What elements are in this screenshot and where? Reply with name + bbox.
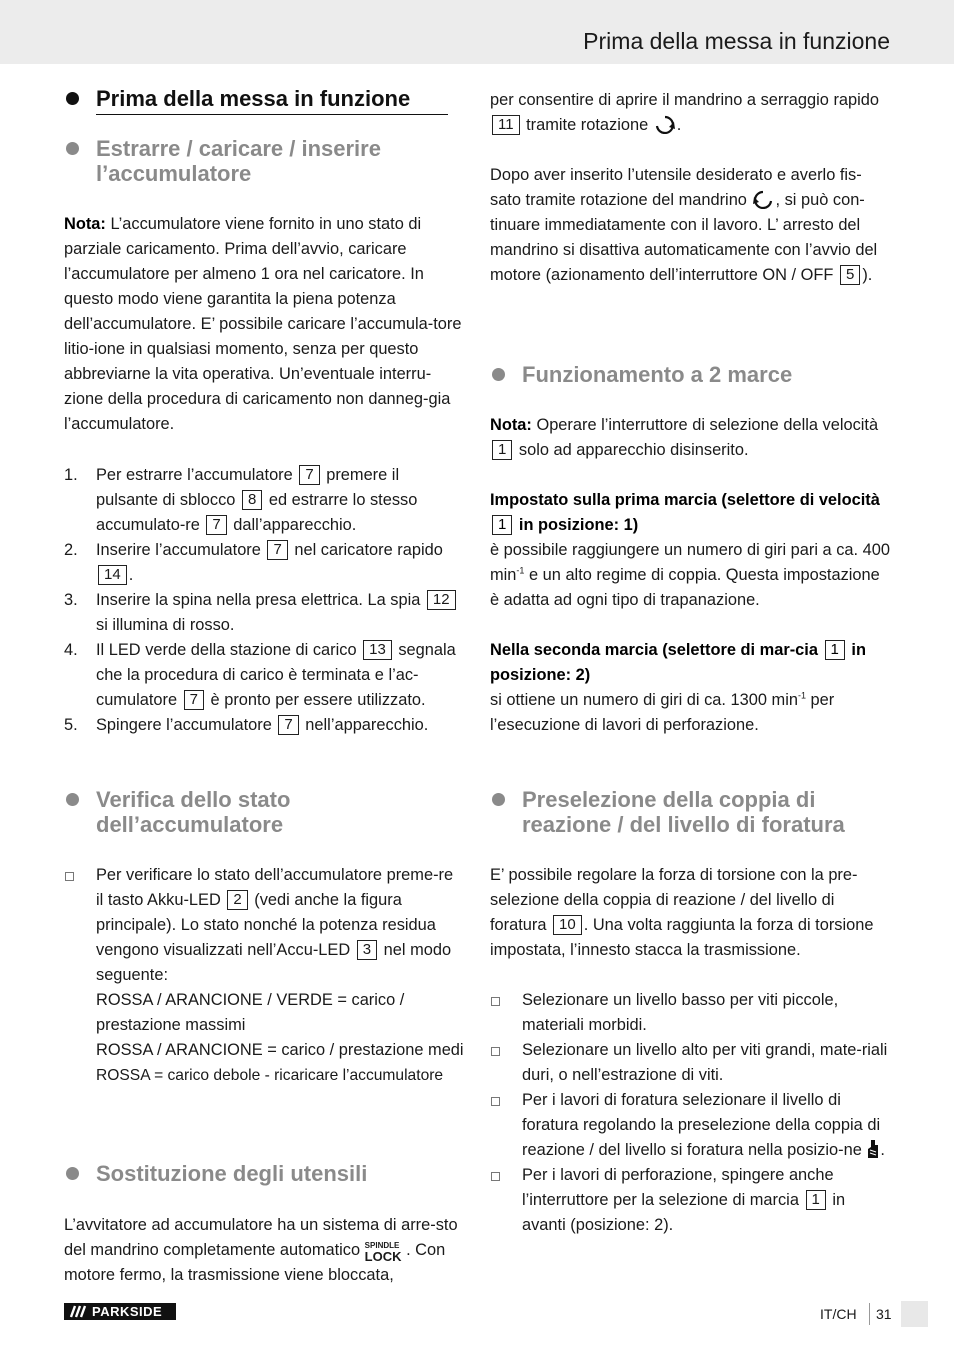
list-item: Per i lavori di foratura selezionare il livello di foratura regolando la preselezione della coppia di reazione / del livello si foratura nella posizio-ne . — [490, 1088, 890, 1163]
footer-tab-box — [901, 1301, 928, 1327]
logo-stripes-icon — [67, 1303, 89, 1320]
bullet-dot-icon — [492, 368, 505, 381]
bullet-dot-icon — [66, 142, 79, 155]
first-gear: Impostato sulla prima marcia (selettore di velocità 1 in posizione: 1) è possibile raggiungere un numero di giri pari a ca. 400 $\min^{-1} e$ un alto regime di coppia. Questa impostazione è adatta ad ogni tipo di trapanazione. — [490, 491, 890, 609]
ref-box: 10 — [553, 915, 582, 935]
ref-box: 7 — [206, 515, 226, 535]
bullet-dot-icon — [492, 793, 505, 806]
ref-box: 8 — [242, 490, 262, 510]
footer-divider — [869, 1303, 870, 1325]
list-item: 1. Per estrarre l’accumulatore 7 premere il pulsante di sblocco 8 ed estrarre lo stesso accumulato-re 7 dall’apparecchio. — [64, 466, 418, 534]
note-text: L’accumulatore viene fornito in uno stato di parziale caricamento. Prima dell’avvio, caricare l’accumulatore per almeno 1 ora nel caricatore. In questo modo viene garantita la piena potenza dell’accumulatore. E’ possibile caricare l’accumula-tore litio-ione in qualsiasi momento, senza per questo abbreviarne la vita operativa. Un’eventuale interru-zione della procedura di caricamento non danneg-gia l’accumulatore. — [64, 215, 462, 433]
heading-torque — [490, 787, 890, 837]
battery-steps — [64, 463, 464, 738]
list-item: 3. Inserire la spina nella presa elettrica. La spia 12 si illumina di rosso. — [64, 588, 464, 638]
check-list — [64, 863, 464, 1088]
heading-rule — [96, 114, 448, 115]
heading-battery-text: Estrarre / caricare / inserire l’accumulatore — [96, 136, 381, 186]
main-heading — [64, 86, 476, 111]
ref-box: 12 — [427, 590, 456, 610]
ref-box: 11 — [492, 115, 520, 135]
bullet-dot-icon — [66, 92, 79, 105]
heading-check-text: Verifica dello stato dell’accumulatore — [96, 787, 291, 837]
drill-position-icon — [866, 1139, 880, 1159]
led-state-medium: ROSSA / ARANCIONE = carico / prestazione medi — [96, 1041, 464, 1059]
square-bullet-icon — [491, 1172, 500, 1181]
note-label: Nota: — [64, 215, 106, 233]
square-bullet-icon — [491, 1097, 500, 1106]
ref-box: 1 — [492, 515, 512, 535]
ref-box: 13 — [363, 640, 392, 660]
second-gear: Nella seconda marcia (selettore di mar-cia 1 in posizione: 2) si ottiene un numero di giri di ca. 1300 $\min^{-1}$ per l’esecuzione di lavori di perforazione. — [490, 641, 866, 734]
heading-tools — [64, 1161, 464, 1186]
torque-list — [490, 988, 890, 1238]
battery-note — [64, 212, 464, 437]
ref-box: 1 — [806, 1190, 826, 1210]
gear-note: Nota: Operare l’interruttore di selezione della velocità 1 solo ad apparecchio disinserito. — [490, 416, 879, 459]
brand-logo: PARKSIDE — [64, 1303, 176, 1320]
list-item: Selezionare un livello basso per viti piccole, materiali morbidi. — [490, 988, 890, 1038]
bullet-dot-icon — [66, 793, 79, 806]
led-state-low: ROSSA = carico debole - ricaricare l’accumulatore — [96, 1067, 444, 1084]
bullet-dot-icon — [66, 1167, 79, 1180]
heading-gear — [490, 362, 890, 387]
tools-text: L’avvitatore ad accumulatore ha un sistema di arre-sto del mandrino completamente automatico SPINDLE LOCK . Con motore fermo, la trasmissione viene bloccata, — [64, 1216, 458, 1284]
heading-torque-text: Preselezione della coppia di reazione / del livello di foratura — [522, 787, 845, 837]
ref-box: 5 — [840, 265, 860, 285]
square-bullet-icon — [491, 1047, 500, 1056]
list-item: 2. Inserire l’accumulatore 7 nel caricatore rapido 14 . — [64, 541, 443, 584]
footer-language: IT/CH — [820, 1306, 857, 1322]
rotate-clockwise-icon — [653, 114, 677, 134]
list-item: Per verificare lo stato dell’accumulatore preme-re il tasto Akku-LED 2 (vedi anche la figura principale). Lo stato nonché la potenza residua vengono visualizzati nell’Accu-LED 3 nel modo seguente: ROSSA / ARANCIONE / VERDE = carico / prestazione massimi ROSSA / ARANCIONE = carico / prestazione medi ROSSA = carico debole - ricaricare l’accumulatore — [64, 863, 464, 1088]
ref-box: 1 — [825, 640, 845, 660]
heading-check — [64, 787, 464, 837]
torque-text: E’ possibile regolare la forza di torsione con la pre-selezione della coppia di reazione / del livello di foratura 10 . Una volta raggiunta la forza di torsione impostata, l’innesto stacca la trasmissione. — [490, 866, 874, 959]
rotate-counterclockwise-icon — [751, 189, 775, 209]
ref-box: 7 — [267, 540, 287, 560]
square-bullet-icon — [491, 997, 500, 1006]
ref-box: 3 — [357, 940, 377, 960]
square-bullet-icon — [65, 872, 74, 881]
list-item: 4. Il LED verde della stazione di carico 13 segnala che la procedura di carico è terminata e l’ac-cumulatore 7 è pronto per essere utilizzato. — [64, 641, 456, 709]
page-number: 31 — [876, 1306, 892, 1322]
heading-gear-text: Funzionamento a 2 marce — [522, 362, 793, 387]
chuck-fix-text: Dopo aver inserito l’utensile desiderato e averlo fis-sato tramite rotazione del mandrino , si può con-tinuare immediatamente con il lavoro. L’ arresto del mandrino si disattiva automaticamente con l’avvio del motore (azionamento dell’interruttore ON / OFF 5 ). — [490, 166, 878, 284]
heading-tools-text: Sostituzione degli utensili — [96, 1161, 368, 1186]
heading-battery — [64, 136, 464, 186]
list-item: 5. Spingere l’accumulatore 7 nell’apparecchio. — [64, 716, 429, 734]
list-item: Selezionare un livello alto per viti grandi, mate-riali duri, o nell’estrazione di viti. — [490, 1038, 890, 1088]
ref-box: 2 — [227, 890, 247, 910]
list-item: Per i lavori di perforazione, spingere anche l’interruttore per la selezione di marcia 1 in avanti (posizione: 2). — [490, 1163, 890, 1238]
page-header-title: Prima della messa in funzione — [583, 28, 890, 54]
ref-box: 1 — [492, 440, 512, 460]
ref-box: 7 — [278, 715, 298, 735]
main-heading-text: Prima della messa in funzione — [96, 86, 411, 111]
ref-box: 7 — [299, 465, 319, 485]
chuck-continuation: per consentire di aprire il mandrino a serraggio rapido 11 tramite rotazione . — [490, 91, 880, 134]
ref-box: 7 — [184, 690, 204, 710]
ref-box: 14 — [98, 565, 127, 585]
led-state-full: ROSSA / ARANCIONE / VERDE = carico / prestazione massimi — [96, 991, 405, 1034]
spindle-lock-icon: SPINDLE LOCK — [364, 1241, 402, 1264]
